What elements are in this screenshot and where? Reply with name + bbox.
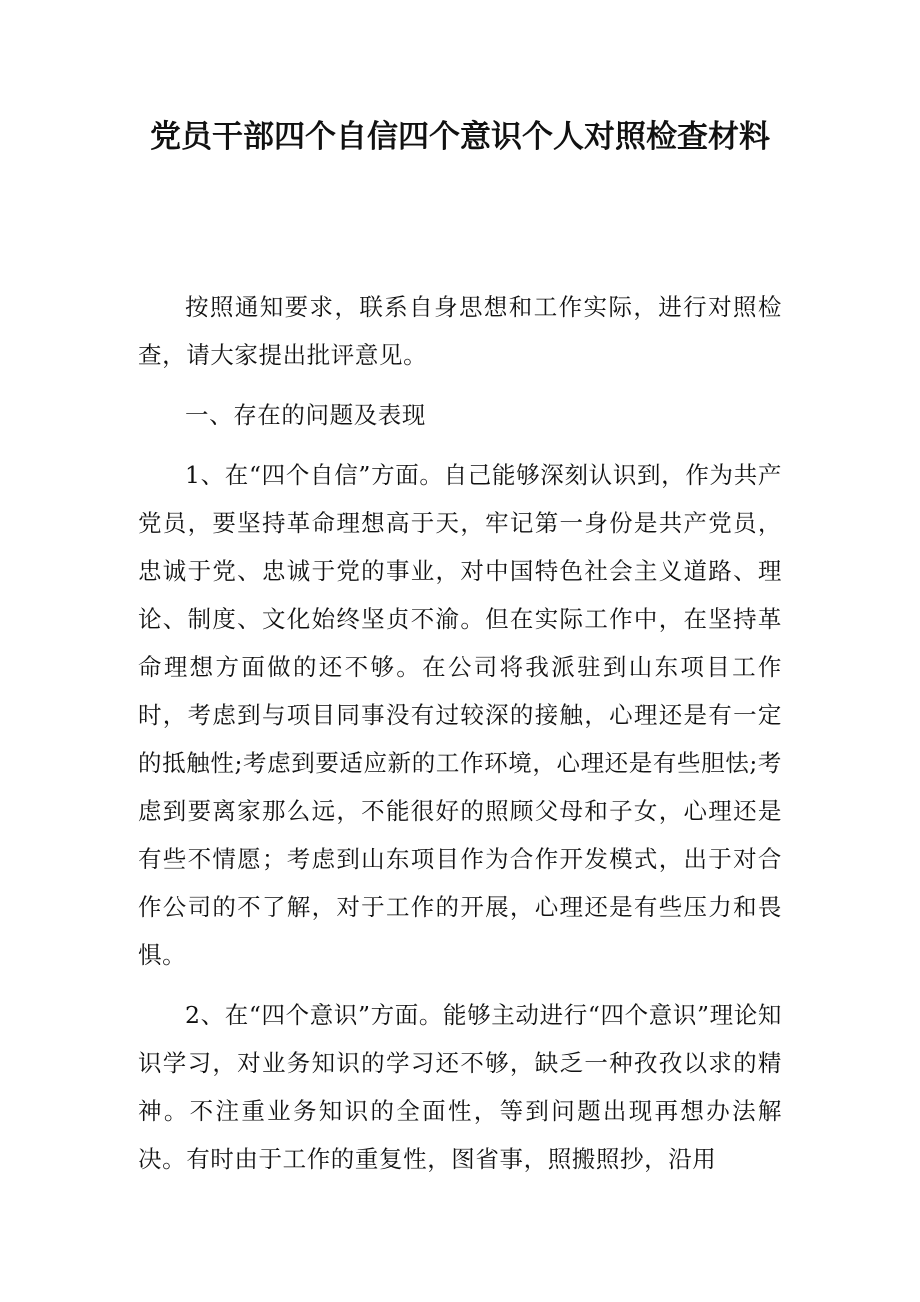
document-title: 党员干部四个自信四个意识个人对照检查材料 [150, 119, 770, 155]
paragraph-four-consciousnesses: 2、在“四个意识”方面。能够主动进行“四个意识”理论知识学习，对业务知识的学习还不够，缺乏一种孜孜以求的精神。不注重业务知识的全面性，等到问题出现再想办法解决。有时由于工作的重复性，图省事，照搬照抄，沿用 [138, 1001, 782, 1173]
paragraph-intro: 按照通知要求，联系自身思想和工作实际，进行对照检查，请大家提出批评意见。 [138, 293, 782, 369]
section-heading-problems: 一、存在的问题及表现 [185, 401, 426, 429]
paragraph-four-confidences: 1、在“四个自信”方面。自己能够深刻认识到，作为共产党员，要坚持革命理想高于天，牢记第一身份是共产党员，忠诚于党、忠诚于党的事业，对中国特色社会主义道路、理论、制度、文化始终坚贞不渝。但在实际工作中，在坚持革命理想方面做的还不够。在公司将我派驻到山东项目工作时，考虑到与项目同事没有过较深的接触，心理还是有一定的抵触性;考虑到要适应新的工作环境，心理还是有些胆怯;考虑到要离家那么远，不能很好的照顾父母和子女，心理还是有些不情愿；考虑到山东项目作为合作开发模式，出于对合作公司的不了解，对于工作的开展，心理还是有些压力和畏惧。 [138, 461, 782, 969]
document-body [138, 283, 782, 1183]
